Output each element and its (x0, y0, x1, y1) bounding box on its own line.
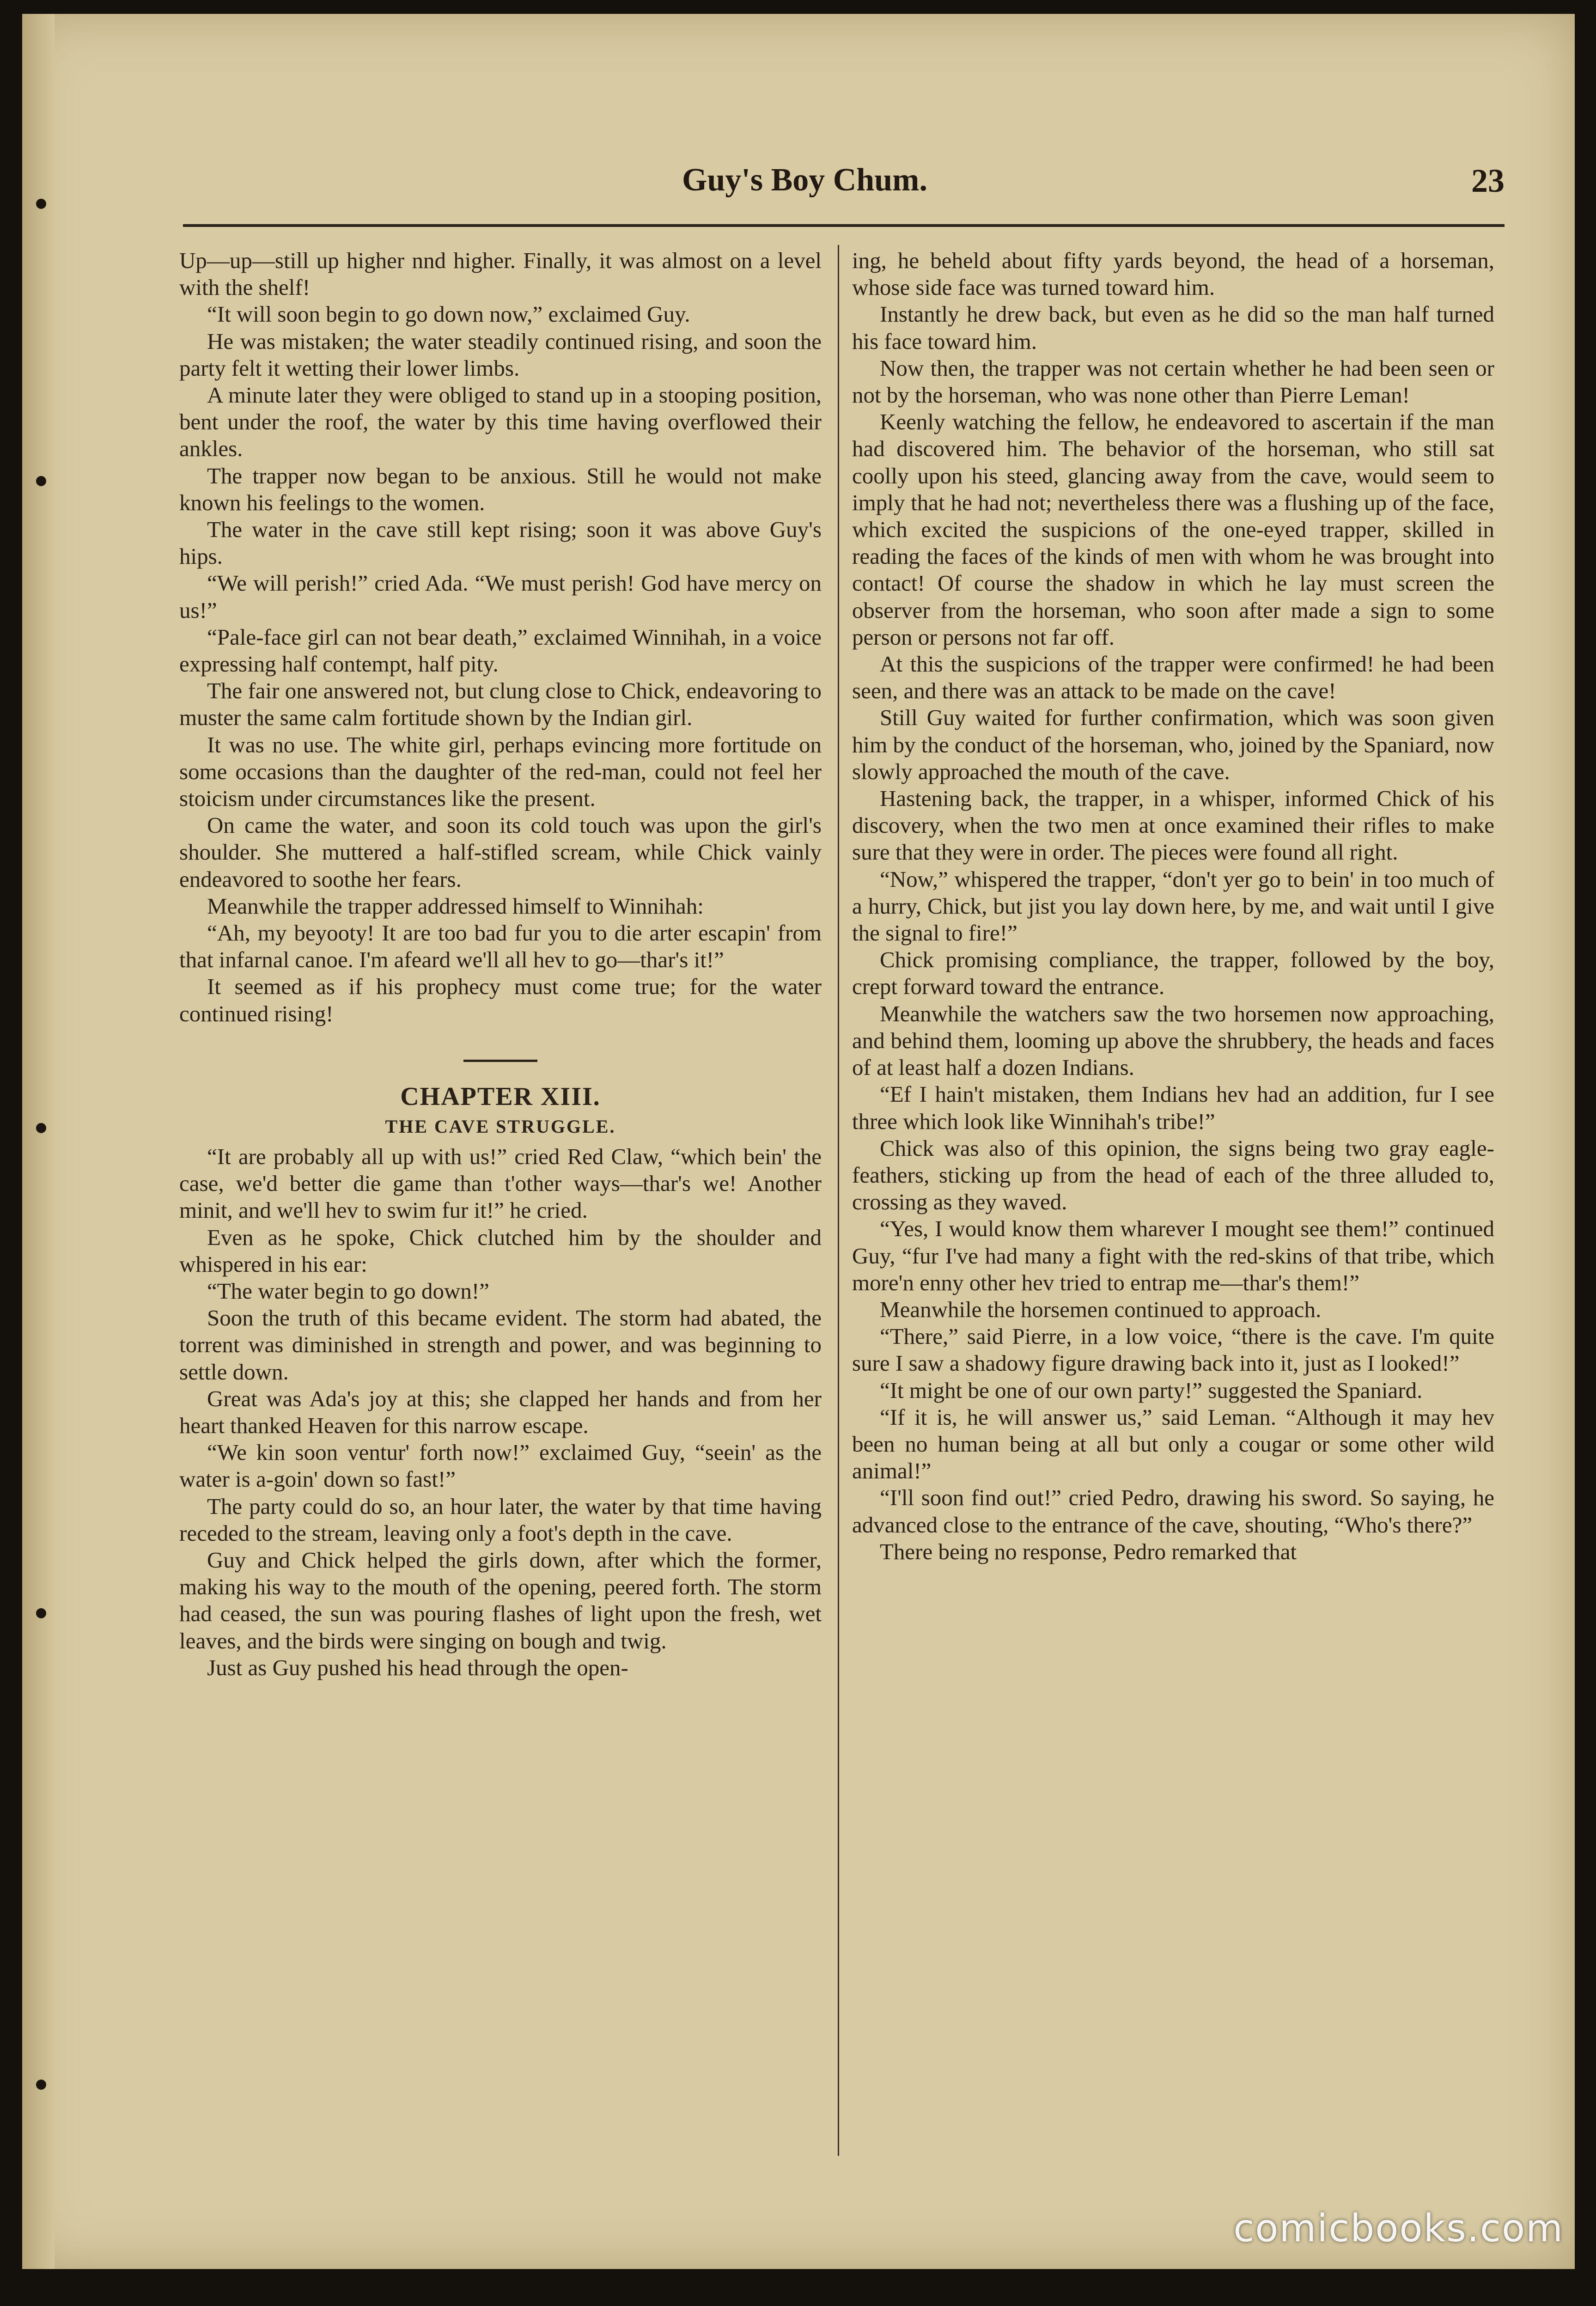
paragraph: Meanwhile the horsemen continued to approach. (880, 1296, 1322, 1322)
paragraph: He was mistaken; the water steadily continued rising, and soon the party felt it wetting their lower limbs. (179, 328, 822, 381)
paragraph: Up—up—still up higher nnd higher. Finally, it was almost on a level with the shelf! (179, 248, 822, 300)
paragraph: The party could do so, an hour later, the water by that time having receded to the stream, leaving only a foot's depth in the cave. (179, 1493, 822, 1546)
right-column (852, 247, 1494, 1565)
left-column (179, 247, 822, 1681)
paragraph: A minute later they were obliged to stand up in a stooping position, bent under the roof, the water by this time having overflowed their ankles. (179, 382, 822, 462)
paragraph: Keenly watching the fellow, he endeavored to ascertain if the man had discovered him. The behavior of the horseman, who still sat coolly upon his steed, glancing away from the cave, would seem to imply that he had not; nevertheless there was a flushing up of the face, which excited the suspicions of the one-eyed trapper, skilled in reading the faces of the kinds of men with whom he was brought into contact! Of course the shadow in which he lay must screen the observer from the horseman, who soon after made a sign to some person or persons not far off. (852, 409, 1494, 650)
paragraph: Meanwhile the watchers saw the two horsemen now approaching, and behind them, looming up above the shrubbery, the heads and faces of at least half a dozen Indians. (852, 1000, 1494, 1080)
paragraph: “We kin soon ventur' forth now!” exclaimed Guy, “seein' as the water is a-goin' down so fast!” (179, 1440, 822, 1492)
paragraph: “Now,” whispered the trapper, “don't yer go to bein' in too much of a hurry, Chick, but jist you lay down here, by me, and wait until I give the signal to fire!” (852, 866, 1494, 946)
page-header (183, 162, 1505, 217)
paragraph: It seemed as if his prophecy must come true; for the water continued rising! (179, 974, 822, 1026)
paragraph: Now then, the trapper was not certain whether he had been seen or not by the horseman, who was none other than Pierre Leman! (852, 355, 1494, 408)
paragraph: Chick promising compliance, the trapper, followed by the boy, crept forward toward the entrance. (852, 947, 1494, 1000)
paragraph: On came the water, and soon its cold touch was upon the girl's shoulder. She muttered a half-stifled scream, while Chick vainly endeavored to soothe her fears. (179, 812, 822, 892)
paragraph: Hastening back, the trapper, in a whisper, informed Chick of his discovery, when the two men at once examined their rifles to make sure that they were in order. The pieces were found all right. (852, 786, 1494, 865)
watermark: comicbooks.com (1233, 2207, 1564, 2251)
paragraph: “There,” said Pierre, in a low voice, “there is the cave. I'm quite sure I saw a shadowy figure drawing back into it, just as I looked!” (852, 1324, 1494, 1376)
header-rule (183, 224, 1505, 227)
paragraph: “It might be one of our own party!” suggested the Spaniard. (880, 1377, 1423, 1403)
paragraph-continuation: ing, he beheld about fifty yards beyond, the head of a horseman, whose side face was turned toward him. (852, 248, 1494, 300)
paragraph: Instantly he drew back, but even as he did so the man half turned his face toward him. (852, 301, 1494, 354)
paragraph: The trapper now began to be anxious. Still he would not make known his feelings to the women. (179, 463, 822, 515)
binding-hole (36, 199, 46, 209)
paragraph: Meanwhile the trapper addressed himself to Winnihah: (207, 893, 704, 919)
paragraph: Soon the truth of this became evident. The storm had abated, the torrent was diminished in strength and power, and was beginning to settle down. (179, 1305, 822, 1385)
binding-hole (36, 1123, 46, 1133)
paragraph: Guy and Chick helped the girls down, after which the former, making his way to the mouth of the opening, peered forth. The storm had ceased, the sun was pouring flashes of light upon the fresh, wet leaves, and the birds were singing on bough and twig. (179, 1547, 822, 1653)
paragraph: Still Guy waited for further confirmation, which was soon given him by the conduct of the horseman, who, joined by the Spaniard, now slowly approached the mouth of the cave. (852, 705, 1494, 784)
paragraph: “It are probably all up with us!” cried Red Claw, “which bein' the case, we'd better die game than t'other ways—thar's we! Another minit, and we'll hev to swim fur it!” he cried. (179, 1143, 822, 1223)
paragraph: Great was Ada's joy at this; she clapped her hands and from her heart thanked Heaven for this narrow escape. (179, 1385, 822, 1438)
chapter-separator-rule (463, 1060, 537, 1062)
paragraph: “Pale-face girl can not bear death,” exclaimed Winnihah, in a voice expressing half contempt, half pity. (179, 624, 822, 677)
chapter-title: CHAPTER XIII. (400, 1082, 601, 1111)
paragraph: “Ah, my beyooty! It are too bad fur you to die arter escapin' from that infarnal canoe. I'm afeard we'll all hev to go—thar's it!” (179, 920, 822, 973)
page-number: 23 (1471, 162, 1505, 199)
paragraph: “The water begin to go down!” (207, 1278, 489, 1304)
paragraph: It was no use. The white girl, perhaps evincing more fortitude on some occasions than the daughter of the red-man, could not feel her stoicism under circumstances like the present. (179, 732, 822, 811)
binding-hole (36, 476, 46, 486)
paragraph: Chick was also of this opinion, the signs being two gray eagle-feathers, sticking up from the head of each of the three alluded to, crossing as they waved. (852, 1135, 1494, 1215)
paragraph: The fair one answered not, but clung close to Chick, endeavoring to muster the same calm fortitude shown by the Indian girl. (179, 678, 822, 731)
binding-hole (36, 2080, 46, 2090)
running-title: Guy's Boy Chum. (682, 162, 927, 198)
book-page (22, 14, 1575, 2269)
paragraph: “We will perish!” cried Ada. “We must perish! God have mercy on us!” (179, 570, 822, 623)
paragraph: “I'll soon find out!” cried Pedro, drawing his sword. So saying, he advanced close to the entrance of the cave, shouting, “Who's there?” (852, 1485, 1494, 1537)
column-divider (838, 245, 839, 2156)
paragraph: Just as Guy pushed his head through the open- (207, 1654, 628, 1680)
page-binding-edge (22, 14, 55, 2269)
paragraph: The water in the cave still kept rising; soon it was above Guy's hips. (179, 517, 822, 569)
paragraph: “Yes, I would know them wharever I mought see them!” continued Guy, “fur I've had many a fight with the red-skins of that tribe, which more'n enny other hev tried to entrap me—thar's them!” (852, 1216, 1494, 1295)
paragraph: “It will soon begin to go down now,” exclaimed Guy. (207, 301, 690, 327)
chapter-subtitle: THE CAVE STRUGGLE. (385, 1116, 616, 1137)
paragraph: There being no response, Pedro remarked that (880, 1538, 1297, 1564)
paragraph: “Ef I hain't mistaken, them Indians hev had an addition, fur I see three which look like Winnihah's tribe!” (852, 1081, 1494, 1134)
binding-hole (36, 1608, 46, 1618)
paragraph: “If it is, he will answer us,” said Leman. “Although it may hev been no human being at all but only a cougar or some other wild animal!” (852, 1404, 1494, 1484)
paragraph: At this the suspicions of the trapper were confirmed! he had been seen, and there was an attack to be made on the cave! (852, 651, 1494, 704)
paragraph: Even as he spoke, Chick clutched him by the shoulder and whispered in his ear: (179, 1224, 822, 1277)
